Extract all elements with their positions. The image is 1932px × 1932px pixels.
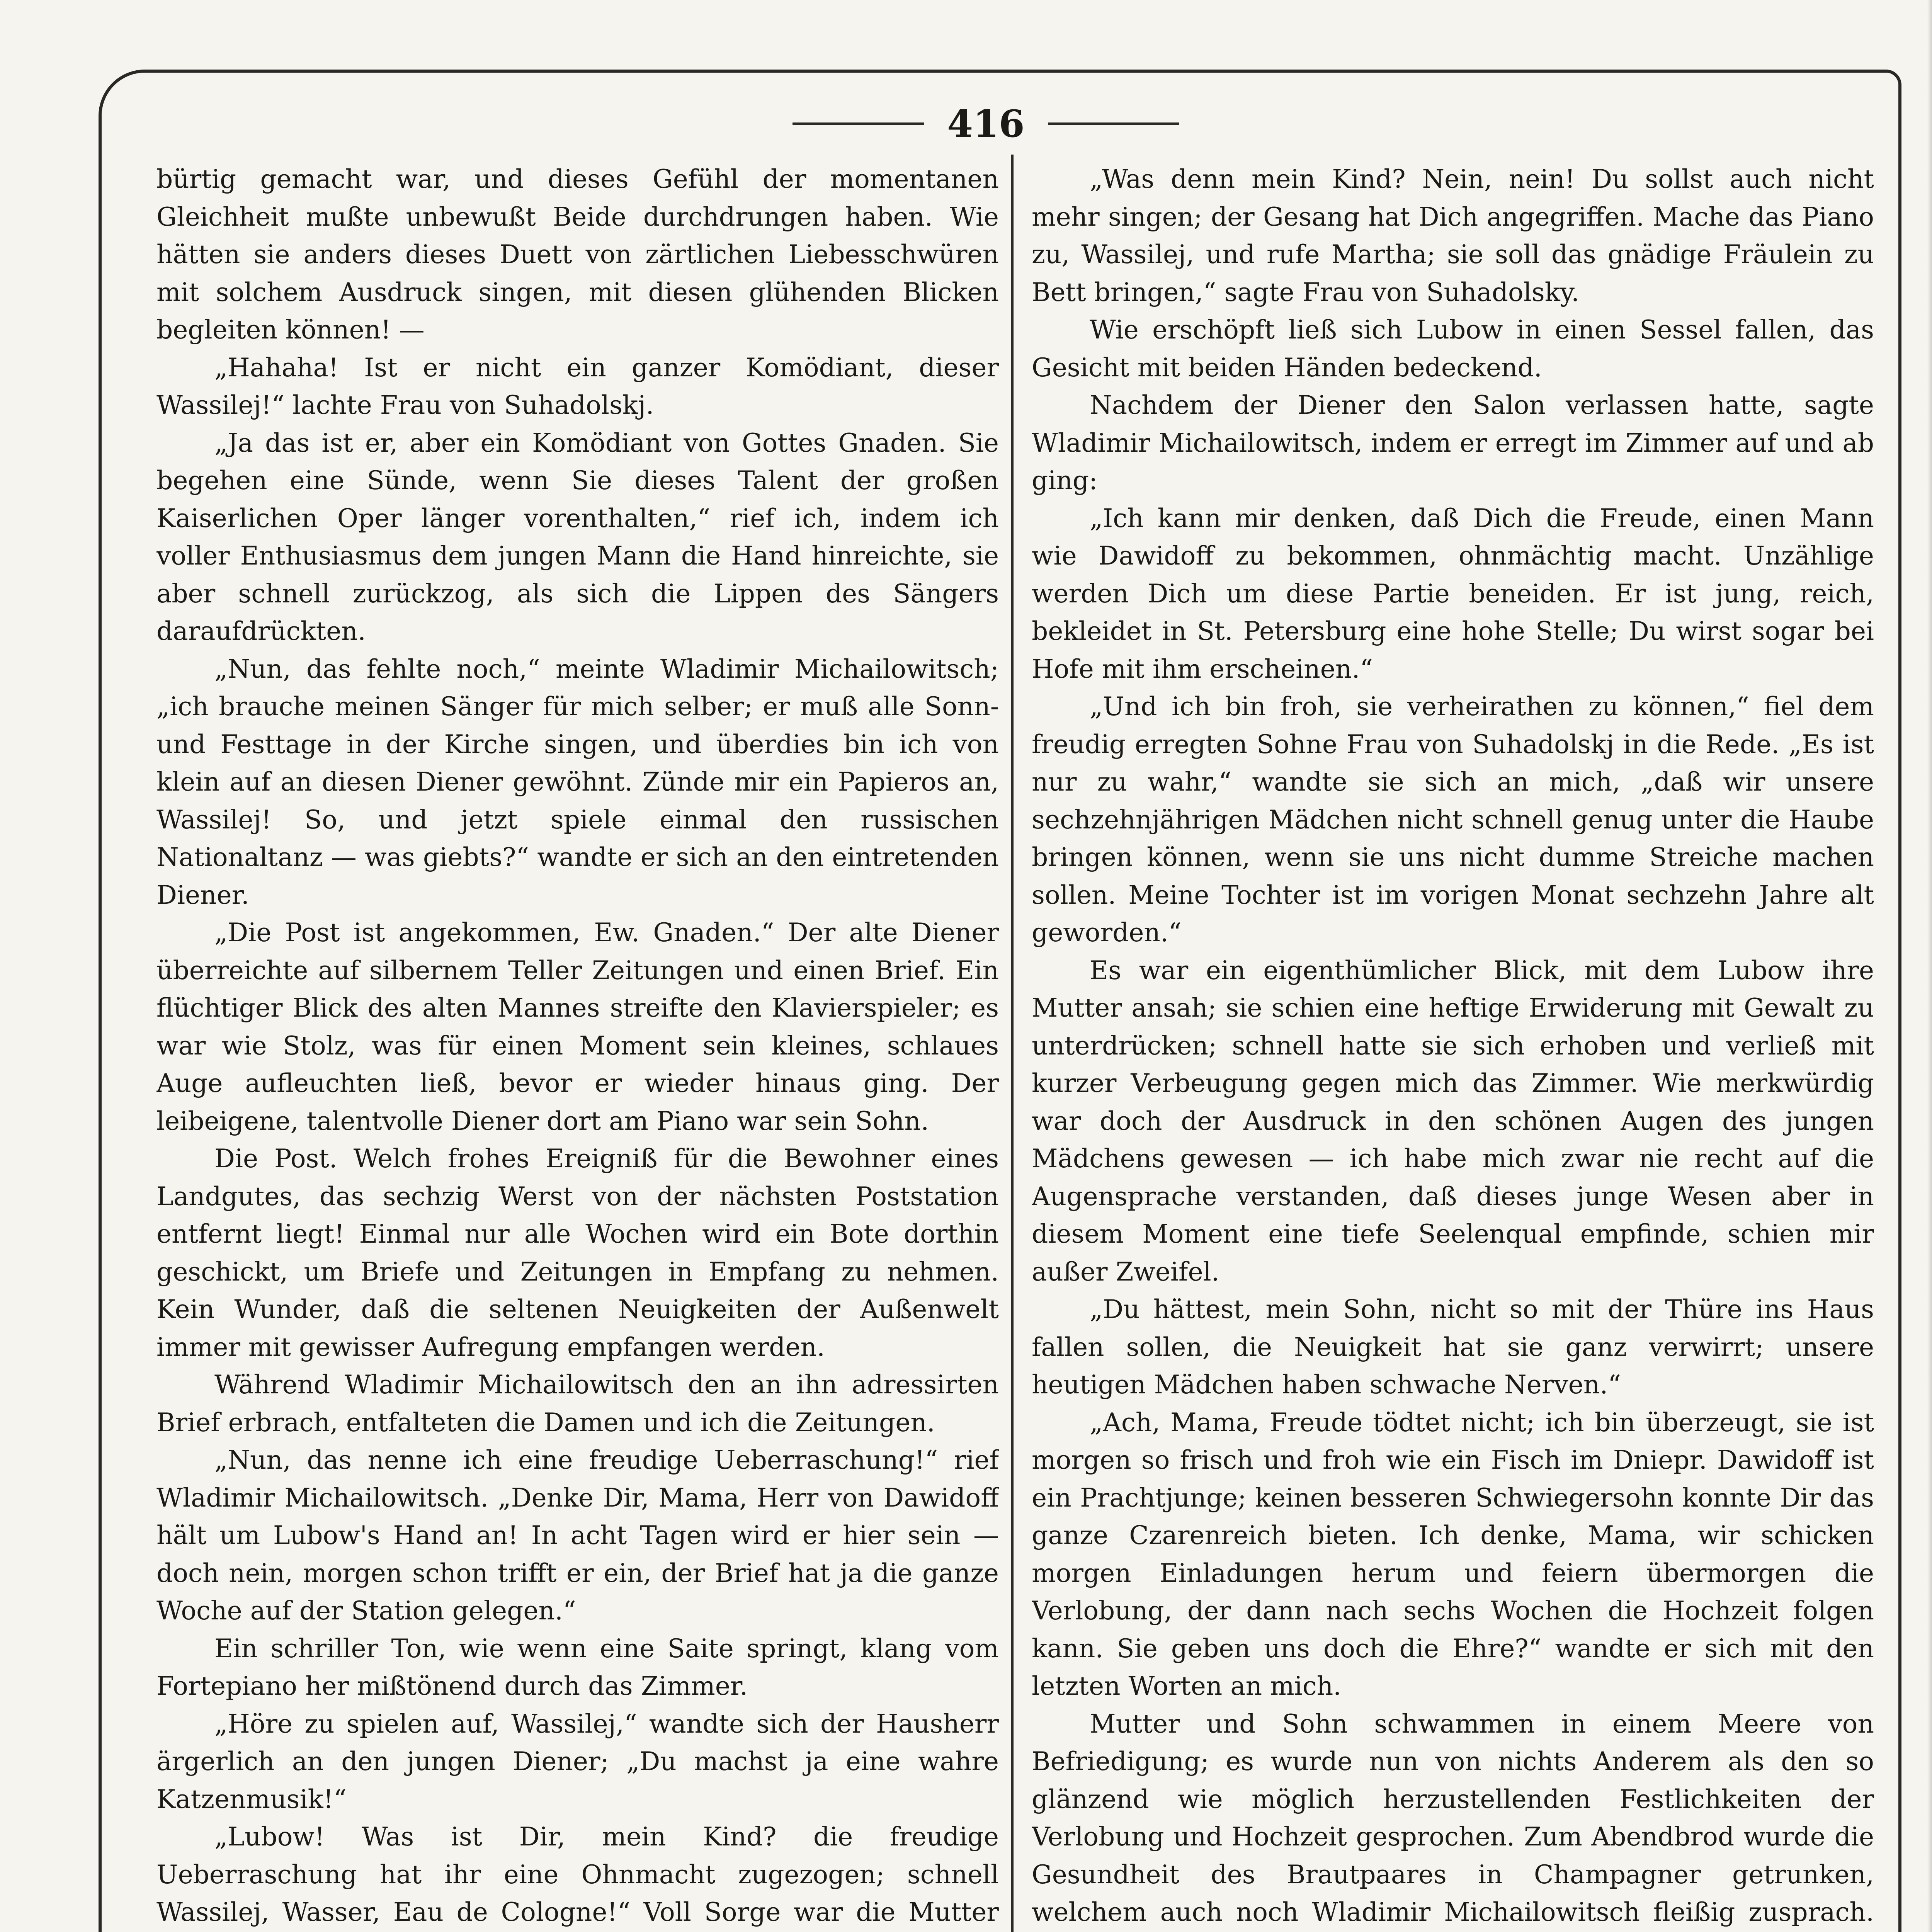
paragraph: „Nun, das fehlte noch,“ meinte Wladimir Michailowitsch; „ich brauche meinen Sänger für mich selber; er muß alle Sonn- und Festtage in der Kirche singen, und überdies bin ich von klein auf an diesen Diener gewöhnt. Zünde mir ein Papieros an, Wassilej! So, und jetzt spiele einmal den russischen Nationaltanz — was giebts?“ wandte er sich an den eintretenden Diener. — [156, 654, 999, 910]
paragraph: „Ach, Mama, Freude tödtet nicht; ich bin überzeugt, sie ist morgen so frisch und froh wie ein Fisch im Dniepr. Dawidoff ist ein Prachtjunge; keinen besseren Schwiegersohn konnte Dir das ganze Czarenreich bieten. Ich denke, Mama, wir schicken morgen Einladungen herum und feiern übermorgen die Verlobung, der dann nach sechs Wochen die Hochzeit folgen kann. Sie geben uns doch die Ehre?“ wandte er sich mit den letzten Worten an mich. — [1032, 1407, 1874, 1701]
paragraph: Die Post. Welch frohes Ereigniß für die Bewohner eines Landgutes, das sechzig Werst von der nächsten Poststation entfernt liegt! Einmal nur alle Wochen wird ein Bote dorthin geschickt, um Briefe und Zeitungen in Empfang zu nehmen. Kein Wunder, daß die seltenen Neuigkeiten der Außenwelt immer mit gewisser Aufregung empfangen werden. — [156, 1144, 999, 1362]
paragraph: „Höre zu spielen auf, Wassilej,“ wandte sich der Hausherr ärgerlich an den jungen Diener; „Du machst ja eine wahre Katzenmusik!“ — [156, 1709, 999, 1814]
paragraph: bürtig gemacht war, und dieses Gefühl der momentanen Gleichheit mußte unbewußt Beide durchdrungen haben. Wie hätten sie anders dieses Duett von zärtlichen Liebesschwüren mit solchem Ausdruck singen, mit diesen glühenden Blicken begleiten können! — — [156, 164, 999, 345]
paragraph: „Und ich bin froh, sie verheirathen zu können,“ fiel dem freudig erregten Sohne Frau von Suhadolskj in die Rede. „Es ist nur zu wahr,“ wandte sie sich an mich, „daß wir unsere sechzehnjährigen Mädchen nicht schnell genug unter die Haube bringen können, wenn sie uns nicht dumme Streiche machen sollen. Meine Tochter ist im vorigen Monat sechzehn Jahre alt geworden.“ — [1032, 692, 1874, 947]
paragraph: „Die Post ist angekommen, Ew. Gnaden.“ Der alte Diener überreichte auf silbernem Teller Zeitungen und einen Brief. Ein flüchtiger Blick des alten Mannes streifte den Klavierspieler; es war wie Stolz, was für einen Moment sein kleines, schlaues Auge aufleuchten ließ, bevor er wieder hinaus ging. Der leibeigene, talentvolle Diener dort am Piano war sein Sohn. — [156, 918, 999, 1136]
page-header — [0, 97, 1932, 151]
page-number: 416 — [947, 102, 1025, 146]
paragraph: Während Wladimir Michailowitsch den an ihn adressirten Brief erbrach, entfalteten die Damen und ich die Zeitungen. — [156, 1370, 999, 1437]
paragraph: Nachdem der Diener den Salon verlassen hatte, sagte Wladimir Michailowitsch, indem er erregt im Zimmer auf und ab ging: — [1032, 390, 1874, 495]
left-column — [156, 160, 999, 1932]
paragraph: Wie erschöpft ließ sich Lubow in einen Sessel fallen, das Gesicht mit beiden Händen bedeckend. — [1032, 315, 1874, 383]
header-rule-right — [1048, 122, 1179, 125]
paragraph: „Hahaha! Ist er nicht ein ganzer Komödiant, dieser Wassilej!“ lachte Frau von Suhadolskj. — [156, 352, 999, 420]
page-edge-shadow — [1927, 0, 1932, 1932]
paragraph: Mutter und Sohn schwammen in einem Meere von Befriedigung; es wurde nun von nichts Anderem als den so glänzend wie möglich herzustellenden Festlichkeiten der Verlobung und Hochzeit gesprochen. Zum Abendbrod wurde die Gesundheit des Brautpaares in Champagner getrunken, welchem auch noch Wladimir Michailowitsch fleißig zusprach. — [1032, 1709, 1874, 1927]
header-rule-left — [793, 122, 924, 125]
paragraph: „Ich kann mir denken, daß Dich die Freude, einen Mann wie Dawidoff zu bekommen, ohnmächtig macht. Unzählige werden Dich um diese Partie beneiden. Er ist jung, reich, bekleidet in St. Petersburg eine hohe Stelle; Du wirst sogar bei Hofe mit ihm erscheinen.“ — [1032, 503, 1874, 684]
paragraph: „Du hättest, mein Sohn, nicht so mit der Thüre ins Haus fallen sollen, die Neuigkeit hat sie ganz verwirrt; unsere heutigen Mädchen haben schwache Nerven.“ — [1032, 1294, 1874, 1400]
paragraph: „Was denn mein Kind? Nein, nein! Du sollst auch nicht mehr singen; der Gesang hat Dich angegriffen. Mache das Piano zu, Wassilej, und rufe Martha; sie soll das gnädige Fräulein zu Bett bringen,“ sagte Frau von Suhadolsky. — [1032, 164, 1874, 307]
paragraph: Ein schriller Ton, wie wenn eine Saite springt, klang vom Fortepiano her mißtönend durch das Zimmer. — [156, 1633, 999, 1701]
column-divider — [1011, 155, 1014, 1932]
paragraph: Es war ein eigenthümlicher Blick, mit dem Lubow ihre Mutter ansah; sie schien eine heftige Erwiderung mit Gewalt zu unterdrücken; schnell hatte sie sich erhoben und verließ mit kurzer Verbeugung gegen mich das Zimmer. Wie merkwürdig war doch der Ausdruck in den schönen Augen des jungen Mädchens gewesen — ich habe mich zwar nie recht auf die Augensprache verstanden, daß dieses junge Wesen aber in diesem Moment eine tiefe Seelenqual empfinde, schien mir außer Zweifel. — [1032, 955, 1874, 1287]
paragraph: „Nun, das nenne ich eine freudige Ueberraschung!“ rief Wladimir Michailowitsch. „Denke Dir, Mama, Herr von Dawidoff hält um Lubow's Hand an! In acht Tagen wird er hier sein — doch nein, morgen schon trifft er ein, der Brief hat ja die ganze Woche auf der Station gelegen.“ — [156, 1445, 999, 1626]
paragraph: „Ja das ist er, aber ein Komödiant von Gottes Gnaden. Sie begehen eine Sünde, wenn Sie dieses Talent der großen Kaiserlichen Oper länger vorenthalten,“ rief ich, indem ich voller Enthusiasmus dem jungen Mann die Hand hinreichte, sie aber schnell zurückzog, als sich die Lippen des Sängers daraufdrückten. — [156, 428, 999, 646]
paragraph: „Lubow! Was ist Dir, mein Kind? die freudige Ueberraschung hat ihr eine Ohnmacht zugezogen; schnell Wassilej, Wasser, Eau de Cologne!“ Voll Sorge war die Mutter — [156, 1822, 999, 1927]
right-column — [1032, 160, 1874, 1932]
